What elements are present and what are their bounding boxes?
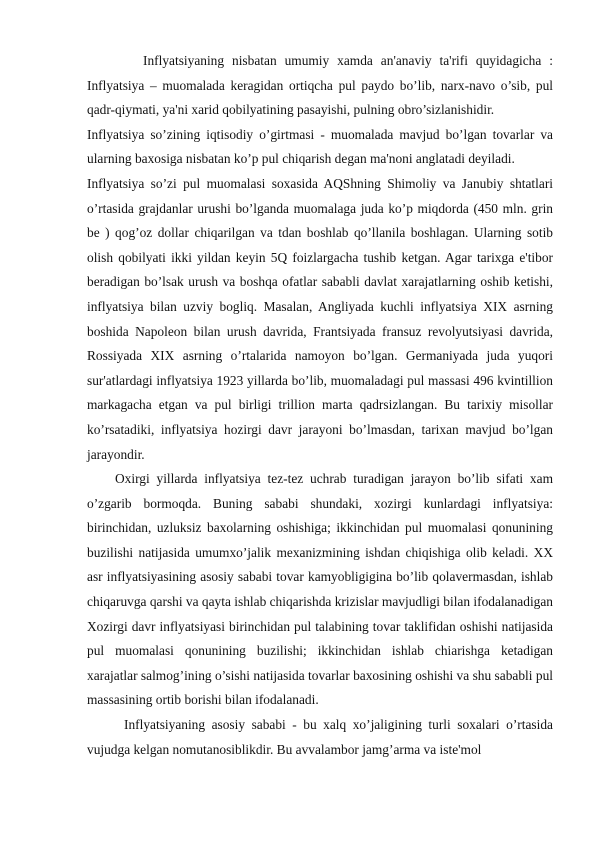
document-body [87, 49, 553, 762]
paragraph-definition: Inflyatsiyaning nisbatan umumiy xamda an'anaviy ta'rifi quyidagicha : Inflyatsiya – muomalada keragidan ortiqcha pul paydo bo’lib, narx-navo o’sib, pul qadr-qiymati, ya'ni xarid qobilyatining pasayishi, pulning obro’sizlanishidir. [87, 53, 553, 118]
paragraph-economic-translation: Inflyatsiya so’zining iqtisodiy o’girtmasi - muomalada mavjud bo’lgan tovarlar va ularning baxosiga nisbatan ko’p pul chiqarish degan ma'noni anglatadi deyiladi. [87, 126, 553, 167]
paragraph-main-cause: Inflyatsiyaning asosiy sababi - bu xalq xo’jaligining turli soxalari o’rtasida vujudga kelgan nomutanosiblikdir. Bu avvalambor jamg’arma va iste'mol [87, 717, 553, 757]
paragraph-history: Inflyatsiya so’zi pul muomalasi soxasida AQShning Shimoliy va Janubiy shtatlari o’rtasida grajdanlar urushi bo’lganda muomalaga juda ko’p miqdorda (450 mln. grin be ) qog’oz dollar chiqarilgan va tdan boshlab qo’llanila boshlagan. Ularning sotib olish qobilyati ikki yildan keyin 5Q foizlargacha tushib ketgan. Agar tarixga e'tibor beradigan bo’lsak urush va boshqa ofatlar sababli davlat xarajatlarning oshib ketishi, inflyatsiya bilan uzviy bogliq. Masalan, Angliyada kuchli inflyatsiya XIX asrning boshida Napoleon bilan urush davrida, Frantsiyada fransuz revolyutsiyasi davrida, Rossiyada XIX asrning o’rtalarida namoyon bo’lgan. Germaniyada juda yuqori sur'atlardagi inflyatsiya 1923 yillarda bo’lib, muomaladagi pul massasi 496 kvintillion markagacha etgan va pul birligi trillion marta qadrsizlangan. Bu tarixiy misollar ko’rsatadiki, inflyatsiya hozirgi davr jarayoni bo’lmasdan, tarixan mavjud bo’lgan jarayondir. [87, 175, 553, 462]
paragraph-modern-inflation: Oxirgi yillarda inflyatsiya tez-tez uchrab turadigan jarayon bo’lib sifati xam o’zgarib bormoqda. Buning sababi shundaki, xozirgi kunlardagi inflyatsiya: birinchidan, uzluksiz baxolarning oshishiga; ikkinchidan pul muomalasi qonunining buzilishi natijasida umumxo’jalik mexanizmining ishdan chiqishiga olib keladi. XX asr inflyatsiyasining asosiy sababi tovar kamyobligigina bo’lib qolavermasdan, ishlab chiqaruvga qarshi va qayta ishlab chiqarishda krizislar mavjudligi bilan ifodalanadigan Xozirgi davr inflyatsiyasi birinchidan pul talabining tovar taklifidan oshishi natijasida pul muomalasi qonunining buzilishi; ikkinchidan ishlab chiarishga ketadigan xarajatlar salmog’ining o’sishi natijasida tovarlar baxosining oshishi va shu sababli pul massasining ortib borishi bilan ifodalanadi. [87, 471, 553, 708]
